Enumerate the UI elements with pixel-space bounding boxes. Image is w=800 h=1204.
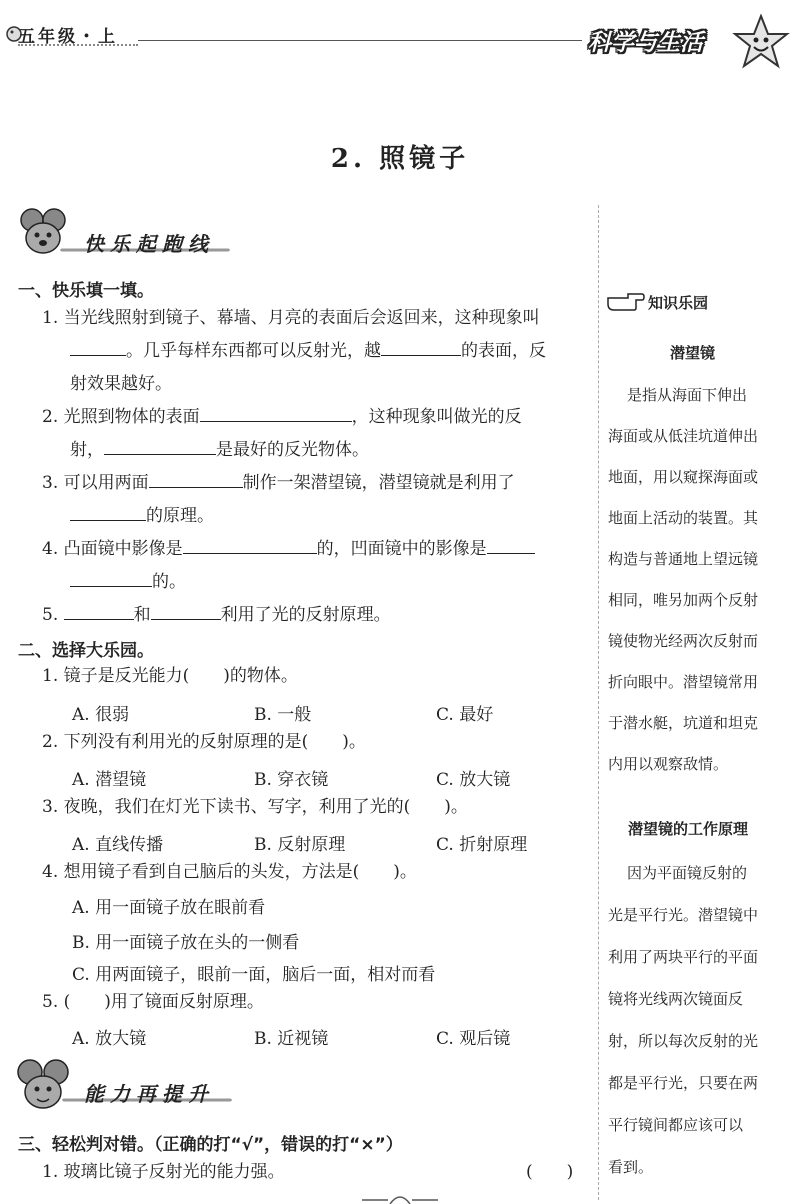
- mouse-mascot-icon: [12, 1058, 78, 1118]
- blank-field[interactable]: [200, 403, 352, 422]
- section-fill-heading: 一、快乐填一填。: [18, 281, 154, 301]
- choice-q5-opt-b[interactable]: B. 近视镜: [254, 1029, 329, 1049]
- banner-quick-start: 快乐起跑线: [84, 232, 214, 256]
- sidebar-p2-line: 都是平行光，只要在两: [608, 1074, 759, 1092]
- pointing-hand-icon: [606, 288, 646, 312]
- sidebar-p1-line: 折向眼中。潜望镜常用: [608, 673, 759, 691]
- choice-q4-opt-b[interactable]: B. 用一面镜子放在头的一侧看: [72, 933, 300, 953]
- choice-q5-opt-a[interactable]: A. 放大镜: [72, 1029, 147, 1049]
- fill-q1-line3: 射效果越好。: [70, 374, 172, 394]
- sidebar-p1-line: 内用以观察敌情。: [608, 755, 729, 773]
- header-dots: [18, 44, 138, 46]
- sidebar-topic-periscope: 潜望镜: [670, 344, 716, 362]
- choice-q2-stem: 2. 下列没有利用光的反射原理的是( )。: [42, 732, 366, 752]
- sidebar-p2-line: 镜将光线两次镜面反: [608, 990, 744, 1008]
- choice-q5-stem: 5. ( )用了镜面反射原理。: [42, 992, 264, 1012]
- choice-q3-stem: 3. 夜晚，我们在灯光下读书、写字，利用了光的( )。: [42, 797, 468, 817]
- choice-q5-opt-c[interactable]: C. 观后镜: [436, 1029, 511, 1049]
- fill-q5: 5. 和 利用了光的反射原理。: [42, 599, 391, 632]
- column-divider: [598, 205, 599, 1200]
- sidebar-p2-line: 平行镜间都应该可以: [608, 1116, 744, 1134]
- fill-q1-line1: 1. 当光线照射到镜子、幕墙、月亮的表面后会返回来，这种现象叫: [42, 308, 540, 328]
- blank-field[interactable]: [381, 337, 461, 356]
- choice-q3-opt-b[interactable]: B. 反射原理: [254, 835, 346, 855]
- series-title: 科学与生活: [588, 30, 703, 56]
- sidebar-p2-line: 光是平行光。潜望镜中: [608, 906, 759, 924]
- mouse-mascot-icon: [14, 206, 76, 262]
- choice-q1-opt-c[interactable]: C. 最好: [436, 705, 494, 725]
- sidebar-p1-line: 海面或从低洼坑道伸出: [608, 427, 759, 445]
- fill-q2-line1: 2. 光照到物体的表面 ，这种现象叫做光的反: [42, 401, 522, 434]
- sidebar-heading: 知识乐园: [648, 294, 709, 312]
- choice-q2-opt-a[interactable]: A. 潜望镜: [72, 770, 147, 790]
- choice-q3-opt-c[interactable]: C. 折射原理: [436, 835, 528, 855]
- section-judge-heading: 三、轻松判对错。（正确的打“√”，错误的打“×”）: [18, 1135, 403, 1155]
- blank-field[interactable]: [149, 469, 243, 488]
- fill-q3-line2: 的原理。: [70, 500, 214, 533]
- choice-q4-opt-a[interactable]: A. 用一面镜子放在眼前看: [72, 898, 266, 918]
- choice-q1-opt-a[interactable]: A. 很弱: [72, 705, 130, 725]
- fill-q4-line1: 4. 凸面镜中影像是 的，凹面镜中的影像是: [42, 533, 535, 566]
- judge-q1: 1. 玻璃比镜子反射光的能力强。: [42, 1162, 285, 1182]
- sidebar-p1-line: 相同，唯另加两个反射: [608, 591, 759, 609]
- mascot-star-icon: [732, 14, 790, 70]
- sidebar-p1-line: 于潜水艇，坑道和坦克: [608, 714, 759, 732]
- sidebar-p1-line: 地面，用以窥探海面或: [608, 468, 759, 486]
- section-choice-heading: 二、选择大乐园。: [18, 641, 154, 661]
- sidebar-p1-line: 镜使物光经两次反射而: [608, 632, 759, 650]
- choice-q1-stem: 1. 镜子是反光能力( )的物体。: [42, 666, 298, 686]
- fill-q3-line1: 3. 可以用两面 制作一架潜望镜，潜望镜就是利用了: [42, 467, 515, 500]
- choice-q2-opt-b[interactable]: B. 穿衣镜: [254, 770, 329, 790]
- choice-q1-opt-b[interactable]: B. 一般: [254, 705, 312, 725]
- header-rule: [138, 40, 582, 41]
- fill-q4-line2: 的。: [70, 566, 186, 599]
- sidebar-p1-line: 是指从海面下伸出: [612, 386, 748, 404]
- page-number-ornament: [360, 1192, 440, 1204]
- grade-label: 五年级・上: [18, 27, 118, 47]
- sidebar-p2-line: 因为平面镜反射的: [612, 864, 748, 882]
- blank-field[interactable]: [487, 535, 535, 554]
- judge-q1-answer[interactable]: ( ): [526, 1162, 574, 1182]
- sidebar-p1-line: 构造与普通地上望远镜: [608, 550, 759, 568]
- blank-field[interactable]: [70, 337, 126, 356]
- blank-field[interactable]: [70, 568, 152, 587]
- choice-q3-opt-a[interactable]: A. 直线传播: [72, 835, 164, 855]
- blank-field[interactable]: [151, 601, 221, 620]
- banner-ability-boost: 能力再提升: [84, 1082, 214, 1106]
- choice-q2-opt-c[interactable]: C. 放大镜: [436, 770, 511, 790]
- sidebar-p2-line: 利用了两块平行的平面: [608, 948, 759, 966]
- blank-field[interactable]: [70, 502, 146, 521]
- choice-q4-opt-c[interactable]: C. 用两面镜子，眼前一面，脑后一面，相对而看: [72, 965, 436, 985]
- blank-field[interactable]: [64, 601, 134, 620]
- page-title: 2. 照镜子: [330, 144, 470, 174]
- sidebar-p2-line: 看到。: [608, 1158, 654, 1176]
- blank-field[interactable]: [183, 535, 317, 554]
- sidebar-p2-line: 射，所以每次反射的光: [608, 1032, 759, 1050]
- fill-q2-line2: 射， 是最好的反光物体。: [70, 434, 369, 467]
- blank-field[interactable]: [104, 436, 216, 455]
- fill-q1-line2: 。几乎每样东西都可以反射光，越 的表面，反: [70, 335, 546, 368]
- sidebar-topic-principle: 潜望镜的工作原理: [628, 820, 749, 838]
- sidebar-p1-line: 地面上活动的装置。其: [608, 509, 759, 527]
- choice-q4-stem: 4. 想用镜子看到自己脑后的头发，方法是( )。: [42, 862, 417, 882]
